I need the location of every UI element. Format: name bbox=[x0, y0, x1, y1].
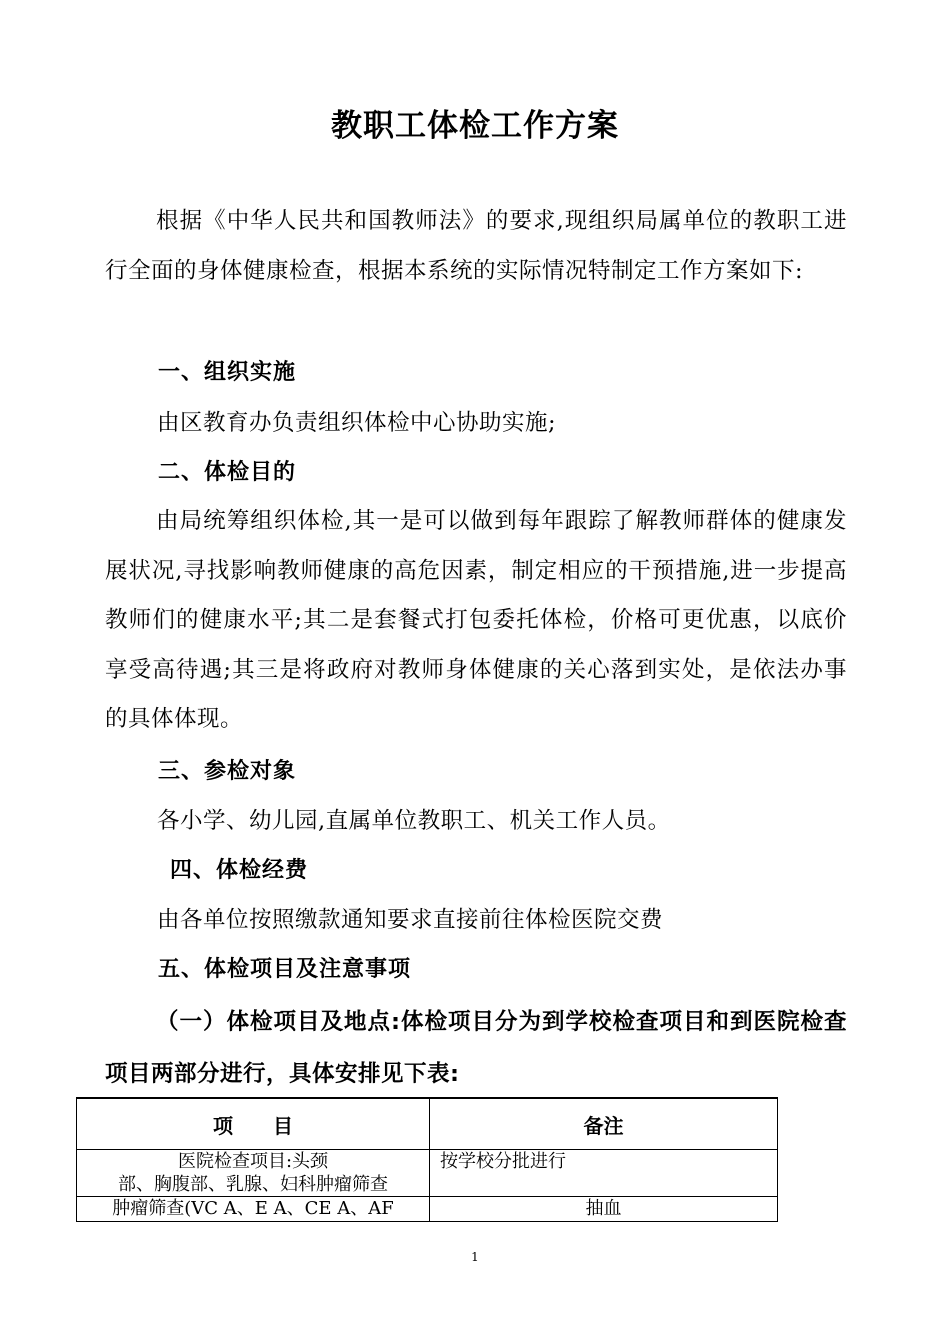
table-cell-item: 肿瘤筛查(VC A、E A、CE A、AF bbox=[77, 1197, 430, 1222]
table-header-item: 项 目 bbox=[77, 1098, 430, 1150]
table-row bbox=[77, 1197, 778, 1222]
table-cell-item bbox=[77, 1150, 430, 1197]
table-cell-item-line: 医院检查项目:头颈 bbox=[177, 1151, 329, 1172]
section-heading-4: 四、体检经费 bbox=[170, 858, 309, 883]
section-heading-2: 二、体检目的 bbox=[158, 460, 297, 485]
section-heading-5: 五、体检项目及注意事项 bbox=[158, 957, 412, 982]
subsection-paragraph: （一）体检项目及地点:体检项目分为到学校检查项目和到医院检查项目两部分进行，具体安排见下表: bbox=[105, 1009, 847, 1087]
section-body-3: 各小学、幼儿园,直属单位教职工、机关工作人员。 bbox=[157, 808, 671, 834]
table-header-note: 备注 bbox=[430, 1098, 778, 1150]
table-row bbox=[77, 1150, 778, 1197]
table-cell-note: 按学校分批进行 bbox=[430, 1150, 778, 1197]
section-heading-1: 一、组织实施 bbox=[158, 360, 297, 385]
table-cell-item-line: 部、胸腹部、乳腺、妇科肿瘤筛查 bbox=[118, 1174, 388, 1195]
section-body-2: 由局统筹组织体检,其一是可以做到每年跟踪了解教师群体的健康发展状况,寻找影响教师健康的高危因素，制定相应的干预措施,进一步提高教师们的健康水平;其二是套餐式打包委托体检，价格可更优惠，以底价享受高待遇;其三是将政府对教师身体健康的关心落到实处，是依法办事的具体体现。 bbox=[105, 508, 847, 732]
page-number: 1 bbox=[471, 1250, 479, 1264]
table-header-row bbox=[77, 1098, 778, 1150]
intro-paragraph: 根据《中华人民共和国教师法》的要求,现组织局属单位的教职工进行全面的身体健康检查，根据本系统的实际情况特制定工作方案如下: bbox=[105, 208, 847, 284]
section-body-1: 由区教育办负责组织体检中心协助实施; bbox=[157, 410, 557, 436]
table-cell-note: 抽血 bbox=[430, 1197, 778, 1222]
exam-items-table bbox=[76, 1097, 778, 1222]
section-heading-3: 三、参检对象 bbox=[158, 759, 297, 784]
document-title: 教职工体检工作方案 bbox=[331, 108, 619, 144]
section-body-4: 由各单位按照缴款通知要求直接前往体检医院交费 bbox=[157, 907, 664, 933]
